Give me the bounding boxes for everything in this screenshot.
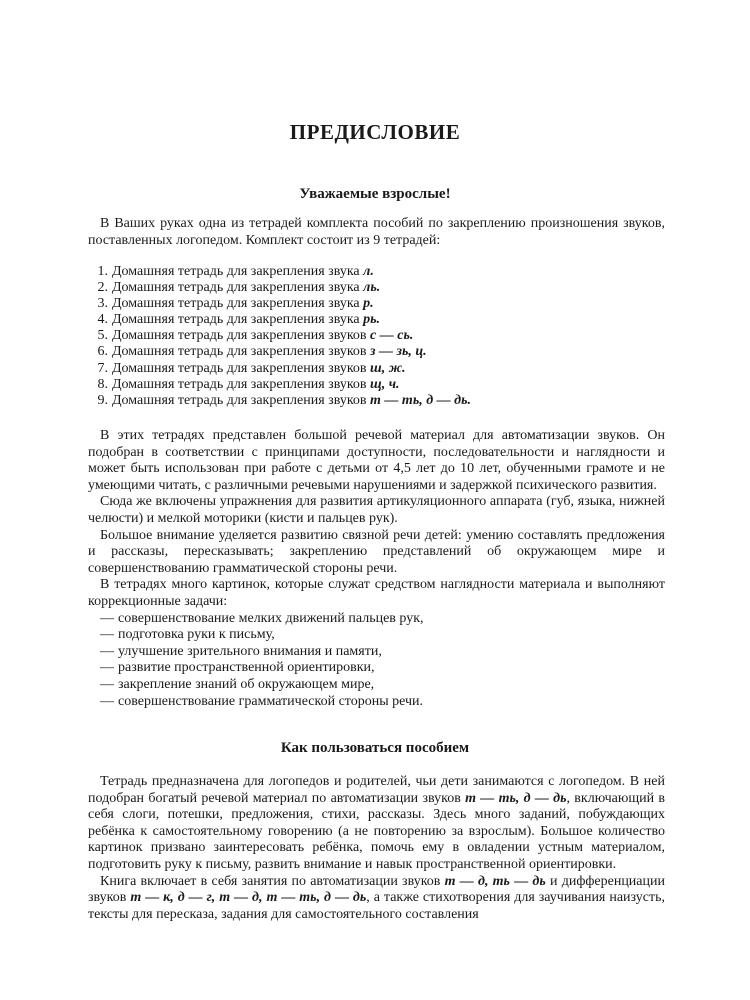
how-to-p2-text-a: Книга включает в себя занятия по автоматизации звуков (100, 873, 445, 889)
task-text: закрепление знаний об окружающем мире, (118, 676, 375, 692)
dash-bullet: — (100, 660, 114, 676)
notebook-list-item (88, 312, 665, 328)
list-sound: т — ть, д — дь. (370, 392, 472, 408)
list-text: Домашняя тетрадь для закрепления звука (112, 296, 364, 312)
list-number: 3. (97, 296, 108, 312)
dash-bullet: — (100, 643, 114, 659)
list-number: 9. (97, 392, 108, 408)
intro-paragraph (88, 216, 665, 249)
how-to-p2-text-c: , а также стихотворения для заучивания наизусть, тексты для пересказа, задания для самостоятельного составления (88, 890, 665, 922)
list-number: 1. (97, 264, 108, 279)
list-text: Домашняя тетрадь для закрепления звуков (112, 376, 371, 392)
list-number: 8. (97, 376, 108, 392)
task-text: совершенствование грамматической стороны речи. (118, 693, 424, 709)
how-to-p1-sounds: т — ть, д — дь (465, 790, 567, 806)
how-to-p2-sounds-1: т — д, ть — дь (444, 873, 546, 889)
intro-text: В Ваших руках одна из тетрадей комплекта пособий по закреплению произношения звуков, поставленных логопедом. Комплект состоит из 9 тетрадей: (88, 216, 665, 248)
notebook-list-item (88, 296, 665, 312)
list-sound: з — зь, ц. (370, 344, 427, 360)
how-to-heading: Как пользоваться пособием (280, 740, 470, 756)
task-list-item (88, 611, 665, 628)
list-text: Домашняя тетрадь для закрепления звука (112, 264, 364, 279)
notebook-list-item (88, 328, 665, 344)
list-text: Домашняя тетрадь для закрепления звуков (112, 392, 371, 408)
notebook-list (88, 264, 665, 409)
list-number: 7. (97, 360, 108, 376)
dash-bullet: — (100, 693, 114, 709)
task-list-item (88, 660, 665, 677)
how-to-text (88, 774, 665, 923)
notebook-list-item (88, 280, 665, 296)
page-title: ПРЕДИСЛОВИЕ (289, 120, 461, 144)
notebook-list-block (88, 264, 665, 409)
list-text: Домашняя тетрадь для закрепления звуков (112, 328, 371, 344)
task-list-item (88, 627, 665, 644)
task-text: совершенствование мелких движений пальцев рук, (118, 610, 424, 626)
list-sound: р. (363, 296, 374, 312)
list-sound: ль. (363, 280, 381, 296)
greeting-heading: Уважаемые взрослые! (299, 186, 451, 202)
task-list-item (88, 694, 665, 711)
list-number: 4. (97, 312, 108, 328)
how-to-paragraph-2 (88, 874, 665, 924)
task-list (88, 611, 665, 711)
dash-bullet: — (100, 610, 114, 626)
how-to-p1-text-a: Тетрадь предназначена для логопедов и родителей, чьи дети занимаются с логопедом. В ней подобран богатый речевой материал по автоматизации звуков (88, 774, 665, 806)
task-text: улучшение зрительного внимания и памяти, (118, 643, 382, 659)
dash-bullet: — (100, 676, 114, 692)
dash-bullet: — (100, 627, 114, 643)
task-list-item (88, 644, 665, 661)
notebook-list-item (88, 264, 665, 280)
list-number: 6. (97, 344, 108, 360)
list-text: Домашняя тетрадь для закрепления звука (112, 280, 364, 296)
notebook-list-item (88, 393, 665, 409)
task-text: подготовка руки к письму, (118, 627, 275, 643)
paragraph-pictures: В тетрадях много картинок, которые служат средством наглядности материала и выполняют коррекционные задачи: (88, 577, 665, 609)
list-sound: ш, ж. (370, 360, 406, 376)
how-to-p1-text-b: , включающий в себя слоги, потешки, предложения, стихи, рассказы. Здесь много заданий, побуждающих ребёнка к самостоятельному говорению (а не повторению за взрослым). Большое количество картинок призвано заинтересовать ребёнка, помочь ему в овладении устным материалом, подготовить руку к письму, развить внимание и навык пространственной ориентировки. (88, 790, 666, 872)
list-sound: л. (363, 264, 374, 279)
paragraph-exercises: Сюда же включены упражнения для развития артикуляционного аппарата (губ, языка, нижней челюсти) и мелкой моторики (кисти и пальцев рук). (88, 494, 665, 526)
list-text: Домашняя тетрадь для закрепления звуков (112, 360, 371, 376)
list-number: 2. (97, 280, 108, 296)
task-text: развитие пространственной ориентировки, (118, 660, 375, 676)
body-text (88, 428, 665, 710)
list-sound: рь. (363, 312, 381, 328)
list-sound: с — сь. (370, 328, 414, 344)
notebook-list-item (88, 344, 665, 360)
notebook-list-item (88, 361, 665, 377)
paragraph-materials: В этих тетрадях представлен большой речевой материал для автоматизации звуков. Он подобран в соответствии с принципами доступности, последовательности и наглядности и может быть использован при работе с детьми от 4,5 лет до 10 лет, обученными грамоте и не умеющими читать, с различными речевыми нарушениями и задержкой психического развития. (88, 428, 665, 493)
list-number: 5. (97, 328, 108, 344)
notebook-list-item (88, 377, 665, 393)
how-to-paragraph-1 (88, 774, 665, 874)
how-to-p2-sounds-2: т — к, д — г, т — д, т — ть, д — дь (130, 890, 367, 906)
how-to-p2-text-b: и дифференциации звуков (88, 873, 665, 906)
task-list-item (88, 677, 665, 694)
paragraph-speech: Большое внимание уделяется развитию связной речи детей: умению составлять предложения и рассказы, пересказывать; закреплению представлений об окружающем мире и совершенствованию грамматической стороны речи. (88, 527, 665, 576)
list-text: Домашняя тетрадь для закрепления звуков (112, 344, 371, 360)
list-text: Домашняя тетрадь для закрепления звука (112, 312, 364, 328)
list-sound: щ, ч. (370, 376, 400, 392)
